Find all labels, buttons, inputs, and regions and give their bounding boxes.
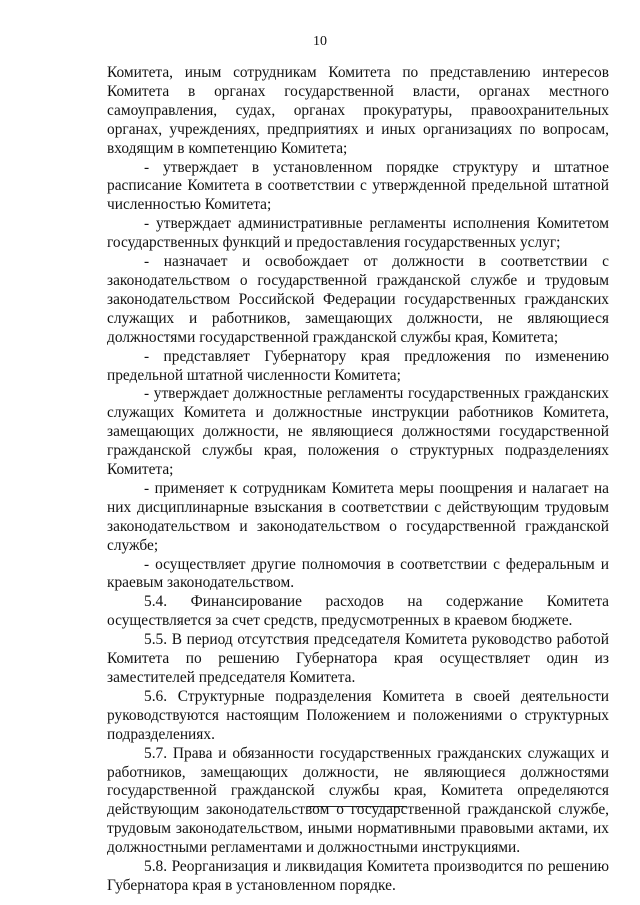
paragraph-5-4: 5.4. Финансирование расходов на содержание Комитета осуществляется за счет средств, предусмотренных в краевом бюджете.	[107, 593, 609, 630]
paragraph-5-7: 5.7. Права и обязанности государственных гражданских служащих и работников, замещающих должности, не являющиеся должностями государственной гражданской службы края, Комитета определяются действующим законодательством о государственной гражданской службе, трудовым законодательством, иными нормативными правовыми актами, их должностными регламентами и должностными инструкциями.	[107, 744, 609, 857]
paragraph-other-powers: - осуществляет другие полномочия в соответствии с федеральным и краевым законодательством.	[107, 555, 609, 592]
end-separator-line	[307, 806, 407, 807]
paragraph-5-5: 5.5. В период отсутствия председателя Комитета руководство работой Комитета по решению Губернатора края осуществляет один из заместителей председателя Комитета.	[107, 631, 609, 686]
paragraph-continuation: Комитета, иным сотрудникам Комитета по представлению интересов Комитета в органах государственной власти, органах местного самоуправления, судах, органах прокуратуры, правоохранительных органах, учреждениях, предприятиях и иных организациях по вопросам, входящим в компетенцию Комитета;	[107, 64, 609, 157]
paragraph-5-6: 5.6. Структурные подразделения Комитета в своей деятельности руководствуются настоящим Положением и положениями о структурных подразделениях.	[107, 687, 609, 743]
paragraph-appointments: - назначает и освобождает от должности в соответствии с законодательством о государственной гражданской службе и трудовым законодательством Российской Федерации государственных гражданских служащих и работников, замещающих должности, не являющиеся должностями государственной гражданской службы края, Комитета;	[107, 253, 609, 346]
page-number: 10	[313, 34, 327, 49]
paragraph-incentives-penalties: - применяет к сотрудникам Комитета меры поощрения и налагает на них дисциплинарные взыскания в соответствии с действующим трудовым законодательством и законодательством о государственной гражданской службе;	[107, 479, 609, 554]
paragraph-administrative-regulations: - утверждает административные регламенты исполнения Комитетом государственных функций и предоставления государственных услуг;	[107, 215, 609, 252]
paragraph-5-8: 5.8. Реорганизация и ликвидация Комитета производится по решению Губернатора края в установленном порядке.	[107, 858, 609, 894]
paragraph-staff-proposals: - представляет Губернатору края предложения по изменению предельной штатной численности Комитета;	[107, 347, 609, 384]
paragraph-job-regulations: - утверждает должностные регламенты государственных гражданских служащих Комитета и должностные инструкции работников Комитета, замещающих должности, не являющиеся должностями государственной гражданской службы края, положения о структурных подразделениях Комитета;	[107, 385, 609, 479]
paragraph-structure-staffing: - утверждает в установленном порядке структуру и штатное расписание Комитета в соответствии с утвержденной предельной штатной численностью Комитета;	[107, 158, 609, 214]
document-body	[107, 64, 609, 896]
